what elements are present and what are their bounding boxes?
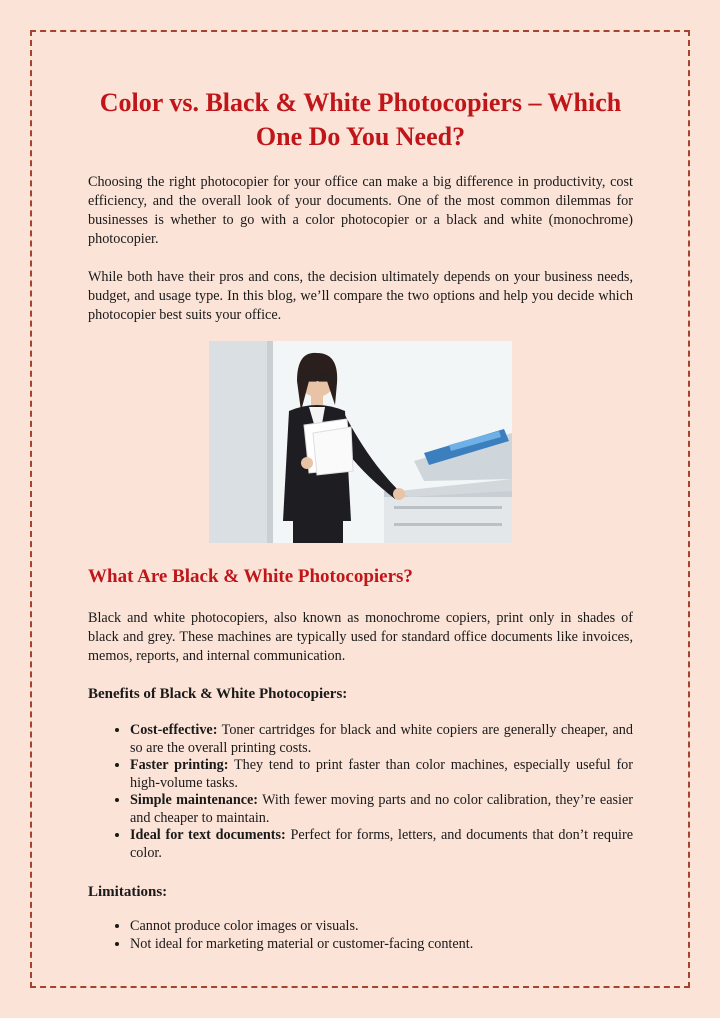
intro-paragraph-2: While both have their pros and cons, the decision ultimately depends on your business needs, budget, and usage type. In this blog, we’ll compare the two options and help you decide which photocopier best suits your office. (88, 269, 633, 323)
list-item: • Cost-effective: Toner cartridges for black and white copiers are generally cheaper, and so are the overall printing costs. (130, 722, 633, 757)
list-item: • Cannot produce color images or visuals. (130, 918, 633, 936)
article (88, 86, 633, 953)
benefits-list (88, 722, 633, 862)
list-item: • Not ideal for marketing material or customer-facing content. (130, 936, 633, 954)
office-photocopier-photo (209, 341, 512, 543)
intro-paragraph-1: Choosing the right photocopier for your office can make a big difference in productivity, cost efficiency, and the overall look of your documents. One of the most common dilemmas for businesses is whether to go with a color photocopier or a black and white (monochrome) photocopier. (88, 174, 633, 247)
limitations-heading: Limitations: (88, 884, 168, 900)
section-paragraph: Black and white photocopiers, also known as monochrome copiers, print only in shades of black and grey. These machines are typically used for standard office documents like invoices, memos, reports, and internal communication. (88, 610, 633, 664)
list-item: • Ideal for text documents: Perfect for forms, letters, and documents that don’t require color. (130, 827, 633, 862)
limitations-list (88, 918, 633, 953)
list-item: • Faster printing: They tend to print faster than color machines, especially useful for high-volume tasks. (130, 757, 633, 792)
list-item: • Simple maintenance: With fewer moving parts and no color calibration, they’re easier and cheaper to maintain. (130, 792, 633, 827)
section-heading: What Are Black & White Photocopiers? (88, 566, 413, 587)
benefits-heading: Benefits of Black & White Photocopiers: (88, 686, 348, 702)
page-title: Color vs. Black & White Photocopiers – Which One Do You Need? (99, 88, 622, 151)
